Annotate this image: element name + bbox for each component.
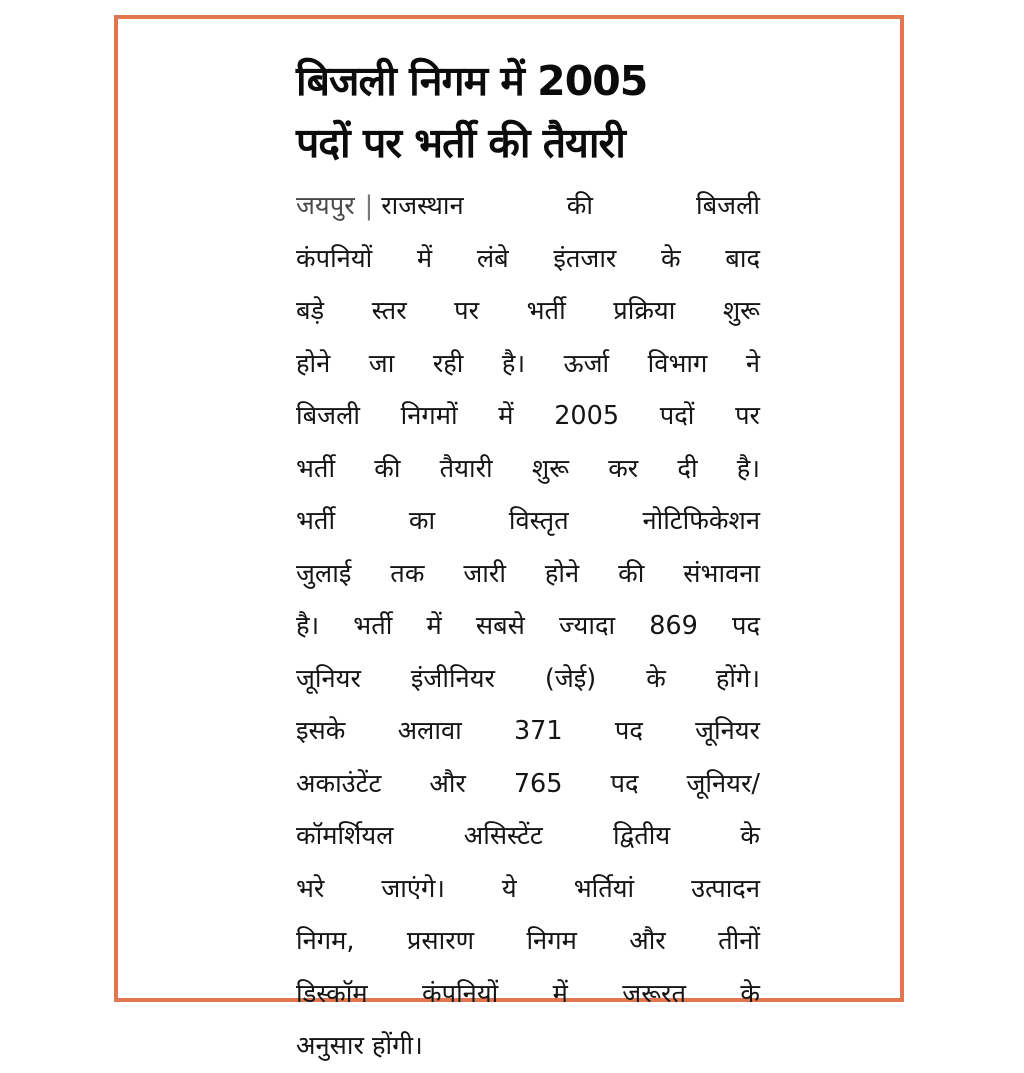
body-line: जूनियर इंजीनियर (जेई) के होंगे।	[296, 663, 760, 694]
body-line: निगम, प्रसारण निगम और तीनों	[296, 926, 760, 956]
body-line: कंपनियों में लंबे इंतजार के बाद	[296, 243, 760, 274]
news-article	[296, 50, 760, 1073]
body-line-1	[296, 180, 760, 233]
body-line: डिस्कॉम कंपनियों में जरूरत के	[296, 978, 760, 1009]
body-line: बिजली निगमों में 2005 पदों पर	[296, 401, 760, 431]
article-body	[296, 180, 760, 1073]
body-line: अकाउंटेंट और 765 पद जूनियर/	[296, 768, 760, 799]
headline-line-1: बिजली निगम में 2005	[296, 57, 648, 105]
body-line: भर्ती की तैयारी शुरू कर दी है।	[296, 453, 760, 484]
dateline-separator: |	[364, 191, 374, 221]
body-line: है। भर्ती में सबसे ज्यादा 869 पद	[296, 611, 760, 641]
body-line: होने जा रही है। ऊर्जा विभाग ने	[296, 348, 760, 379]
body-line-last: अनुसार होंगी।	[296, 1031, 423, 1061]
body-line: कॉमर्शियल असिस्टेंट द्वितीय के	[296, 821, 760, 851]
body-line: भरे जाएंगे। ये भर्तियां उत्पादन	[296, 873, 760, 904]
body-line: जुलाई तक जारी होने की संभावना	[296, 558, 760, 589]
body-line: भर्ती का विस्तृत नोटिफिकेशन	[296, 506, 760, 536]
headline	[296, 50, 760, 174]
body-first-line-text: राजस्थान की बिजली	[381, 191, 760, 221]
dateline: जयपुर	[296, 191, 355, 221]
body-line: इसके अलावा 371 पद जूनियर	[296, 716, 760, 746]
headline-line-2: पदों पर भर्ती की तैयारी	[296, 119, 625, 167]
body-line: बड़े स्तर पर भर्ती प्रक्रिया शुरू	[296, 296, 760, 326]
